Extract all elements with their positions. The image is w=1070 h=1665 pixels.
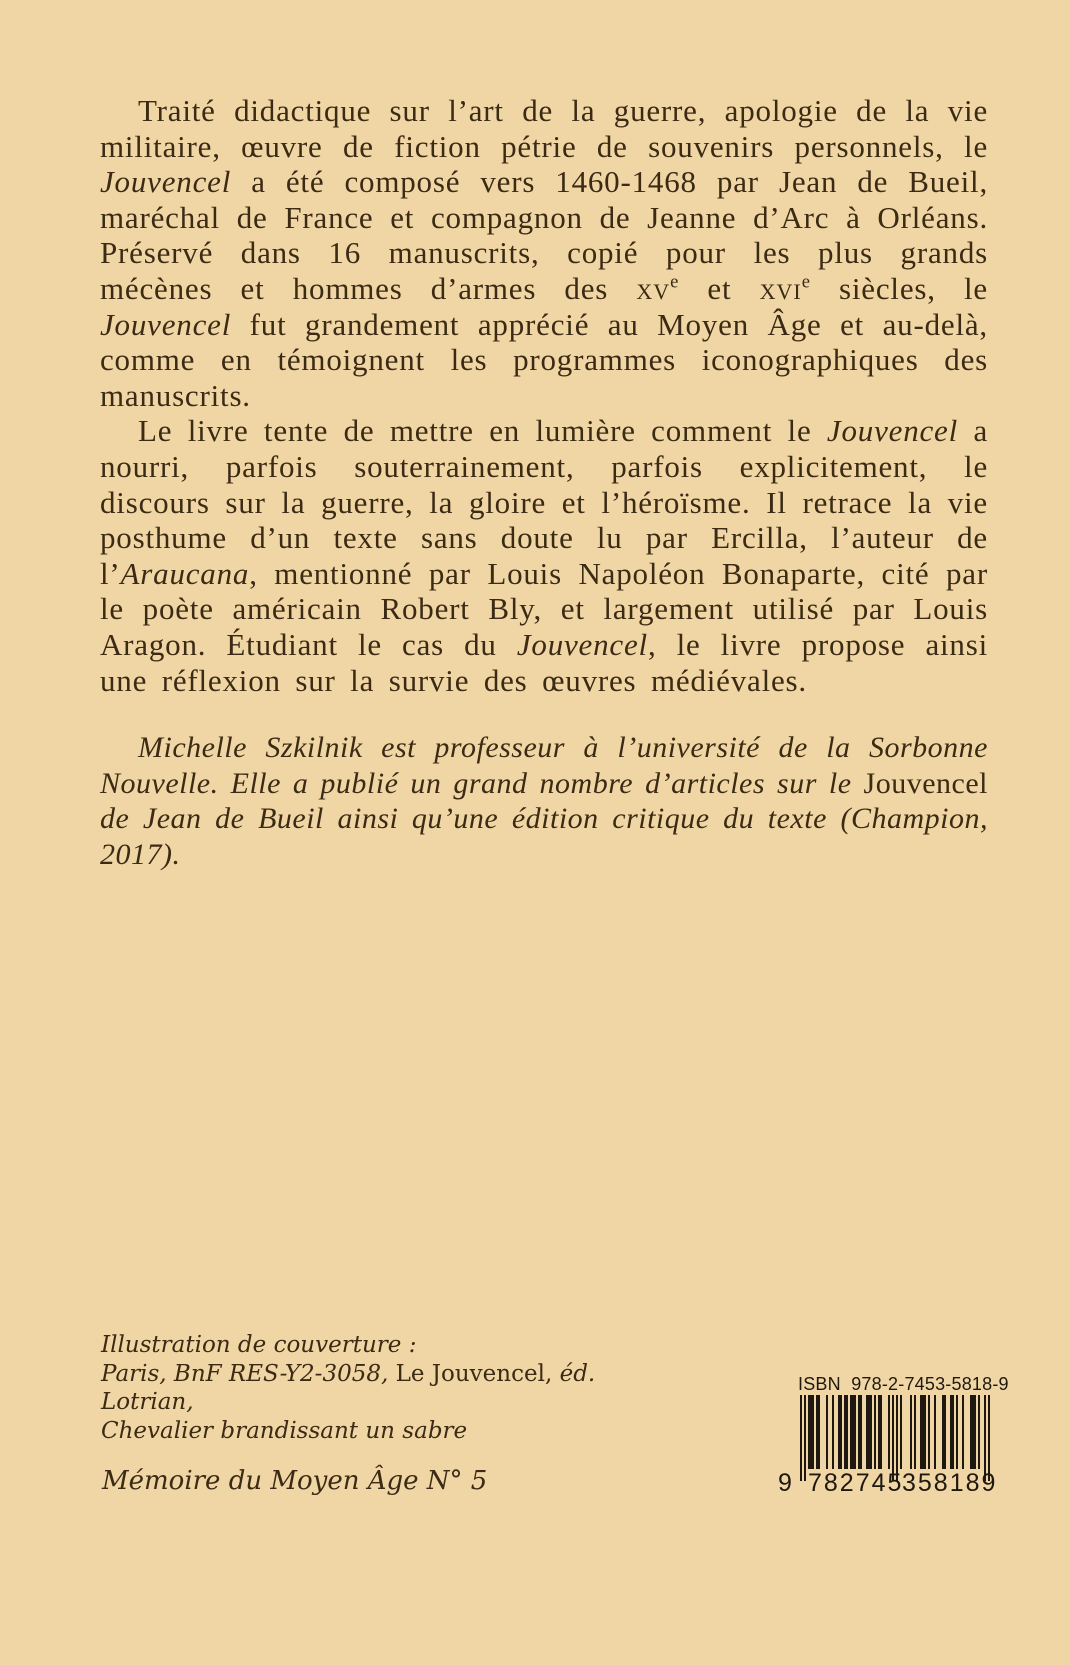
text-segment: e <box>801 271 811 293</box>
text-segment: a nourri, parfois souterrainement, parfois explicitement, le discours sur la guerre, la gloire et l’héroïsme. Il retrace la vie posthume d’un texte sans doute lu par Ercilla, l’auteur de l’ <box>100 413 988 591</box>
text-segment: Michelle Szkilnik est professeur à l’université de la Sorbonne Nouvelle. Elle a publié un grand nombre d’articles sur le <box>100 731 988 800</box>
text-segment: Araucana <box>120 555 250 591</box>
blurb-paragraph-2 <box>100 413 988 698</box>
text-segment: Le Jouvencel, <box>395 1360 553 1387</box>
text-segment: Jouvencel <box>100 164 232 200</box>
ean-digit-lead: 9 <box>778 1469 792 1497</box>
blurb-paragraph-1 <box>100 93 988 413</box>
text-segment: Traité didactique sur l’art de la guerre, apologie de la vie militaire, œuvre de fiction pétrie de souvenirs personnels, le <box>100 93 988 164</box>
text-segment: Paris, BnF RES-Y2-3058, <box>101 1360 396 1387</box>
text-segment: , le livre propose ainsi une réflexion sur la survie des œuvres médiévales. <box>100 626 989 698</box>
text-segment: Illustration de couverture : <box>101 1332 417 1358</box>
text-segment: , mentionné par Louis Napoléon Bonaparte, cité par le poète américain Robert Bly, et largement utilisé par Louis Aragon. Étudiant le cas du <box>100 555 988 662</box>
text-segment: éd. Lotrian, <box>101 1360 596 1415</box>
ean-digit-group-left: 782745 <box>808 1469 904 1497</box>
isbn-block <box>778 1374 1009 1497</box>
series-title: Mémoire du Moyen Âge N° 5 <box>102 1466 488 1496</box>
text-segment: siècles, le <box>810 270 988 306</box>
credit-line-2 <box>101 1360 661 1417</box>
text-segment: Jouvencel <box>516 626 648 662</box>
text-segment: xvi <box>759 270 802 306</box>
cover-illustration-credit <box>101 1331 661 1445</box>
credit-line-1 <box>101 1331 661 1360</box>
text-segment: fut grandement apprécié au Moyen Âge et au-delà, comme en témoignent les programmes iconographiques des manuscrits. <box>100 306 988 413</box>
text-segment: a été composé vers 1460-1468 par Jean de Bueil, maréchal de France et compagnon de Jeanne d’Arc à Orléans. Préservé dans 16 manuscrits, copié pour les plus grands mécènes et hommes d’armes des <box>100 164 988 306</box>
text-segment: xv <box>636 270 671 306</box>
text-segment: Jouvencel <box>863 766 988 800</box>
isbn-label: ISBN 978-2-7453-5818-9 <box>798 1374 1009 1394</box>
credit-line-3 <box>101 1417 661 1446</box>
text-segment: de Jean de Bueil ainsi qu’une édition critique du texte (Champion, 2017). <box>100 802 988 871</box>
text-segment: Jouvencel <box>826 413 959 449</box>
ean-digits <box>778 1469 998 1497</box>
author-bio-paragraph <box>100 730 988 872</box>
author-bio <box>100 730 988 872</box>
text-segment: e <box>670 271 680 293</box>
text-segment: Jouvencel <box>100 306 232 342</box>
text-segment: Le livre tente de mettre en lumière comment le <box>138 413 827 449</box>
text-segment: Chevalier brandissant un sabre <box>101 1417 468 1444</box>
ean-digit-group-right: 358189 <box>902 1469 998 1497</box>
blurb <box>100 93 988 698</box>
text-segment: et <box>679 270 760 306</box>
